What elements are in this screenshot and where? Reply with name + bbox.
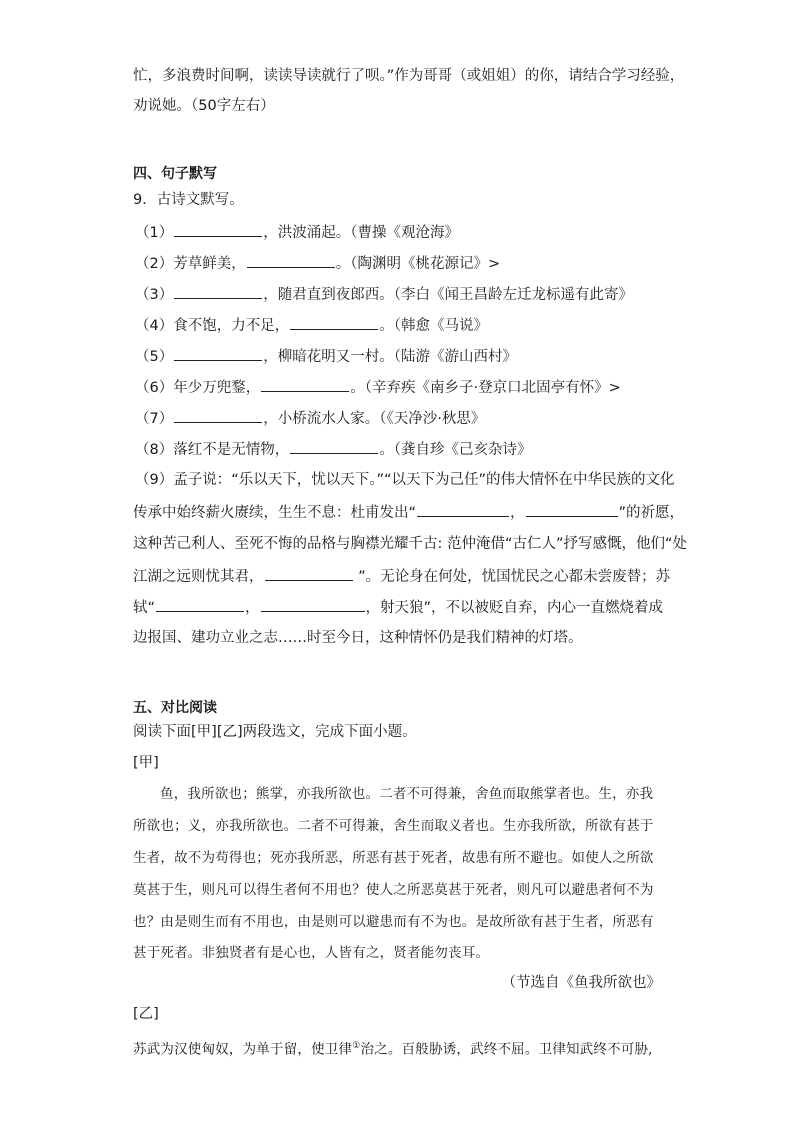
answer-blank[interactable] bbox=[247, 253, 335, 268]
item-prefix: （5） bbox=[135, 349, 174, 365]
answer-blank[interactable] bbox=[261, 597, 365, 612]
item-suffix: ，随君直到夜郎西。（李白《闻王昌龄左迁龙标遥有此寄》 bbox=[263, 287, 633, 303]
q9-9-line-4 bbox=[133, 566, 670, 587]
yi-label: [乙] bbox=[133, 1006, 159, 1022]
item-prefix: （1） bbox=[135, 225, 174, 241]
answer-blank[interactable] bbox=[174, 346, 262, 361]
section4-title: 四、句子默写 bbox=[133, 166, 217, 182]
jia-line-6: 甚于死者。非独贤者有是心也，人皆有之，贤者能勿丧耳。 bbox=[133, 945, 490, 961]
answer-blank[interactable] bbox=[290, 315, 378, 330]
footnote-marker[interactable]: ① bbox=[352, 1041, 361, 1051]
answer-blank[interactable] bbox=[265, 566, 353, 581]
jia-line-1: 鱼，我所欲也；熊掌，亦我所欲也。二者不可得兼，舍鱼而取熊掌者也。生，亦我 bbox=[160, 786, 654, 802]
q9-9-line-5 bbox=[133, 597, 663, 618]
item-suffix: 。（韩愈《马说》 bbox=[379, 318, 488, 334]
item-suffix: 。（辛弃疾《南乡子·登京口北固亭有怀》> bbox=[350, 380, 621, 396]
item-prefix: （7） bbox=[135, 411, 174, 427]
recitation-item-3 bbox=[135, 284, 633, 305]
answer-blank[interactable] bbox=[417, 502, 509, 517]
text-segment: 江湖之远则忧其君， bbox=[133, 569, 264, 585]
intro-line-1: 忙，多浪费时间啊，读读导读就行了呗。”作为哥哥（或姐姐）的你，请结合学习经验， bbox=[133, 68, 685, 84]
recitation-item-5 bbox=[135, 346, 517, 367]
jia-source: （节选自《鱼我所欲也》 bbox=[501, 975, 661, 991]
text-segment: ，射天狼”，不以被贬自弃，内心一直燃烧着成 bbox=[365, 600, 664, 616]
text-segment: ”的祈愿， bbox=[618, 505, 685, 521]
yi-line-1 bbox=[133, 1036, 653, 1060]
item-prefix: （4）食不饱，力不足， bbox=[135, 318, 290, 334]
item-prefix: （6）年少万兜鍪， bbox=[135, 380, 261, 396]
answer-blank[interactable] bbox=[526, 502, 618, 517]
answer-blank[interactable] bbox=[261, 377, 349, 392]
q9-title: 9．古诗文默写。 bbox=[133, 192, 244, 208]
recitation-item-6 bbox=[135, 377, 621, 398]
recitation-item-8 bbox=[135, 439, 531, 460]
text-segment: ， bbox=[245, 600, 260, 616]
answer-blank[interactable] bbox=[174, 408, 262, 423]
recitation-item-2 bbox=[135, 253, 500, 274]
intro-line-2: 劝说她。（50字左右） bbox=[133, 98, 275, 114]
jia-line-3: 生者，故不为苟得也；死亦我所恶，所恶有甚于死者，故患有所不避也。如使人之所欲 bbox=[133, 850, 654, 866]
jia-line-2: 所欲也；义，亦我所欲也。二者不可得兼，舍生而取义者也。生亦我所欲，所欲有甚于 bbox=[133, 818, 654, 834]
jia-line-5: 也？由是则生而有不用也，由是则可以避患而有不为也。是故所欲有甚于生者，所恶有 bbox=[133, 914, 654, 930]
text-segment: 治之。百般胁诱，武终不屈。卫律知武终不可胁, bbox=[360, 1041, 653, 1058]
text-segment: 传承中始终薪火赓续，生生不息：杜甫发出“ bbox=[133, 505, 417, 521]
answer-blank[interactable] bbox=[174, 284, 262, 299]
q9-9-line-2 bbox=[133, 502, 684, 523]
recitation-item-1 bbox=[135, 222, 459, 243]
q9-9-line-1: （9）孟子说：“乐以天下，忧以天下。”“以天下为己任”的伟大情怀在中华民族的文化 bbox=[135, 472, 675, 488]
text-segment: ， bbox=[510, 505, 525, 521]
text-segment: 轼“ bbox=[133, 600, 156, 616]
item-suffix: ，小桥流水人家。（《天净沙·秋思》 bbox=[263, 411, 486, 427]
item-suffix: 。（龚自珍《己亥杂诗》 bbox=[379, 442, 532, 458]
item-suffix: 。（陶渊明《桃花源记》> bbox=[335, 256, 501, 272]
item-prefix: （2）芳草鲜美， bbox=[135, 256, 246, 272]
answer-blank[interactable] bbox=[290, 439, 378, 454]
q9-9-line-3: 这种苦己利人、至死不悔的品格与胸襟光耀千古: 范仲淹借“古仁人”抒写感慨，他们“处 bbox=[133, 536, 688, 552]
item-prefix: （8）落红不是无情物， bbox=[135, 442, 290, 458]
recitation-item-4 bbox=[135, 315, 488, 336]
text-segment: 苏武为汉使匈奴，为单于留，使卫律 bbox=[133, 1041, 353, 1058]
recitation-item-7 bbox=[135, 408, 485, 429]
jia-label: [甲] bbox=[133, 755, 159, 771]
answer-blank[interactable] bbox=[174, 222, 262, 237]
q9-9-line-6: 边报国、建功立业之志……时至今日，这种情怀仍是我们精神的灯塔。 bbox=[133, 630, 583, 646]
item-suffix: ，柳暗花明又一村。（陆游《游山西村》 bbox=[263, 349, 517, 365]
text-segment: ”。无论身在何处，忧国忧民之心都未尝废替；苏 bbox=[353, 569, 671, 585]
jia-line-4: 莫甚于生，则凡可以得生者何不用也？使人之所恶莫甚于死者，则凡可以避患者何不为 bbox=[133, 882, 654, 898]
section5-intro: 阅读下面[甲][乙]两段选文，完成下面小题。 bbox=[133, 724, 417, 740]
section5-title: 五、对比阅读 bbox=[133, 700, 217, 716]
answer-blank[interactable] bbox=[156, 597, 244, 612]
item-suffix: ，洪波涌起。（曹操《观沧海》 bbox=[263, 225, 459, 241]
item-prefix: （3） bbox=[135, 287, 174, 303]
